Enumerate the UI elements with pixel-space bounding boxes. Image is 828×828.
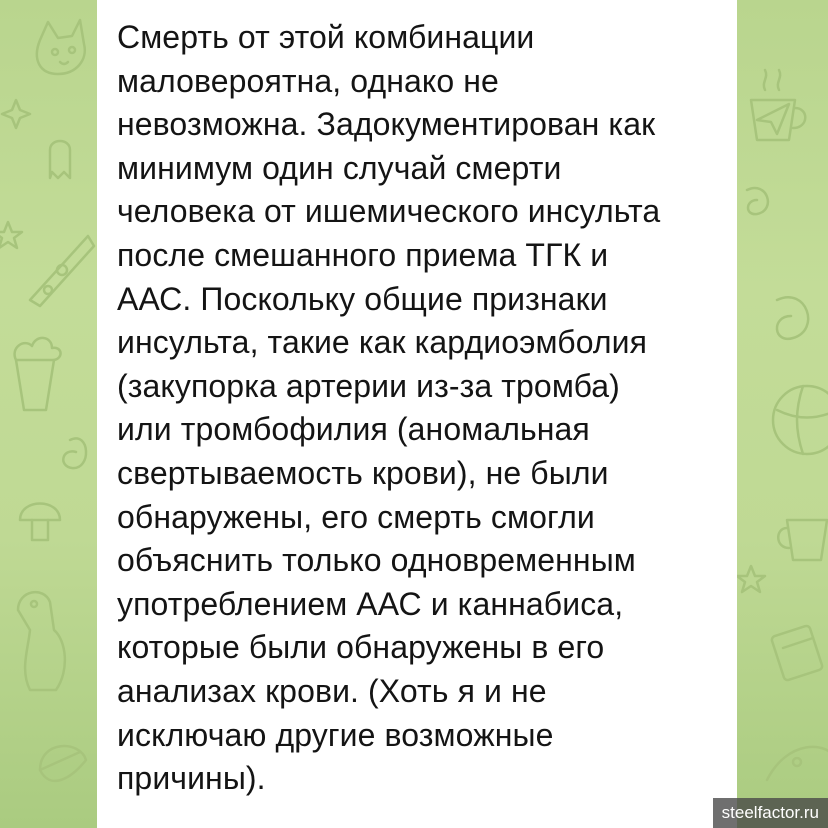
dinosaur-doodle-icon — [18, 592, 65, 690]
paper-plane-doodle-icon — [757, 104, 789, 134]
watermark: steelfactor.ru — [713, 798, 828, 828]
mushroom-doodle-icon — [20, 504, 60, 541]
cat-doodle-icon — [37, 20, 85, 74]
leaf-doodle-icon — [40, 746, 86, 781]
message-text: Смерть от этой комбинации маловероятна, однако не невозможна. Задокументирован как минимум один случай смерти человека от ишемического инсульта после смешанного приема ТГК и ААС. Поскольку общие признаки инсульта, такие как кардиоэмболия (закупорка артерии из-за тромба) или тромбофилия (аномальная свертываемость крови), не были обнаружены, его смерть смогли объяснить только одновременным употреблением ААС и каннабиса, которые были обнаружены в его анализах крови. (Хоть я и не исключаю другие возможные причины). — [117, 19, 661, 797]
chat-wallpaper-right — [737, 0, 828, 828]
pizza-doodle-icon — [767, 747, 828, 780]
mug-doodle-icon — [778, 520, 827, 560]
curl-doodle-icon — [747, 188, 768, 214]
popcorn-doodle-icon — [15, 338, 61, 410]
star-doodle-icon — [737, 566, 765, 592]
message-bubble — [97, 0, 737, 828]
swirl-doodle-icon — [777, 297, 808, 339]
ghost-doodle-icon — [50, 141, 70, 178]
star-doodle-icon — [0, 222, 22, 248]
pizza-doodle-icon — [30, 236, 94, 306]
ball-doodle-icon — [773, 386, 828, 454]
sparkle-doodle-icon — [2, 100, 30, 128]
card-doodle-icon — [771, 625, 823, 681]
chat-wallpaper-left — [0, 0, 97, 828]
swirl-doodle-icon — [63, 438, 86, 468]
